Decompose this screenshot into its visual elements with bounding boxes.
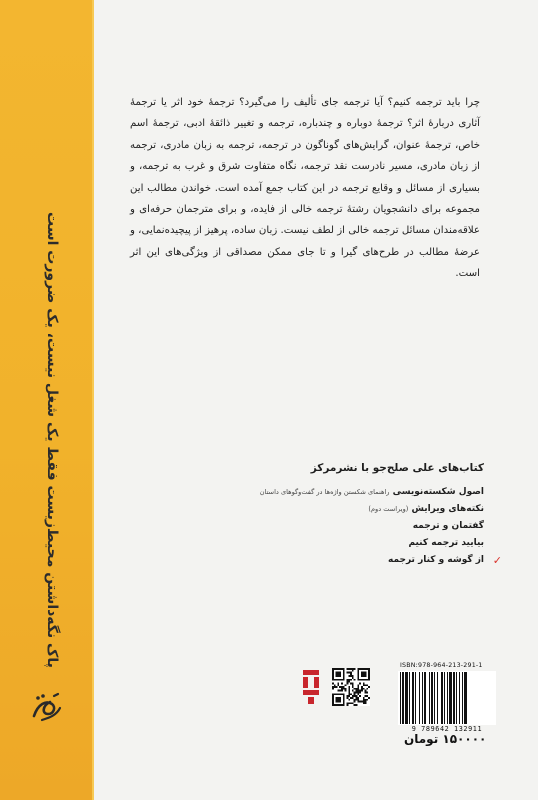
book-list-item [290, 552, 502, 569]
author-books-section [259, 462, 502, 569]
publisher-calligraphy-logo-icon [28, 690, 64, 724]
book-subtitle: راهنمای شکستن واژه‌ها در گفت‌وگوهای داستان [259, 488, 390, 496]
isbn-label: ISBN:978-964-213-291-1 [400, 662, 483, 669]
book-list-item [290, 535, 490, 552]
spine-strip [0, 0, 94, 800]
isbn-barcode-block [398, 662, 498, 740]
spine-slogan: پاک نگه‌داشتن محیط‌زیست فقط یک شغل نیست، یک ضرورت است [44, 212, 60, 668]
qr-code-icon [332, 668, 370, 706]
checkmark-icon: ✓ [492, 554, 502, 567]
book-title: از گوشه و کنار ترجمه [387, 555, 484, 565]
book-list-item [290, 501, 490, 518]
book-title: نکته‌های ویرایش [411, 504, 484, 514]
description-paragraph: چرا باید ترجمه کنیم؟ آیا ترجمه جای تألیف را می‌گیرد؟ ترجمهٔ خود اثر یا ترجمهٔ آثاری دربارهٔ اثر؟ ترجمهٔ دوباره و چندباره، ترجمه و تغییر ذائقهٔ ادبی، ترجمهٔ اسم خاص، ترجمهٔ عنوان، گرایش‌های گوناگون در ترجمه، ترجمه به زبان مادری، ترجمه از زبان مادری، مسیر نادرست نقد ترجمه، نگاه متفاوت شرق و غرب به ترجمه، و بسیاری از مسائل و وقایع ترجمه در این کتاب جمع آمده است. خواندن مطالب این مجموعه برای دانشجویان رشتهٔ ترجمه خالی از فایده، و برای مترجمان حرفه‌ای و علاقه‌مندان مسائل ترجمه خالی از لطف نیست. زبان ساده، پرهیز از پیچیده‌نمایی، و عرضهٔ مطالب در طرح‌های گیرا و تا جای ممکن مصداقی از ویژگی‌های این اثر است. [130, 97, 480, 280]
book-title: گفتمان و ترجمه [412, 521, 484, 531]
back-cover-description [130, 92, 480, 285]
book-title: اصول شکسته‌نویسی [392, 487, 484, 497]
price-label: ۱۵۰۰۰۰ تومان [404, 732, 487, 746]
publisher-mark-icon [300, 668, 322, 706]
barcode-icon [398, 671, 496, 725]
author-books-title: کتاب‌های علی صلح‌جو با نشرمرکز [310, 462, 484, 474]
author-books-list [259, 484, 502, 569]
book-list-item [259, 484, 490, 501]
barcode-number: 9 789642 132911 [411, 725, 483, 733]
book-title: بیایید ترجمه کنیم [408, 538, 484, 548]
book-subtitle: (ویراست دوم) [368, 505, 409, 513]
book-list-item [290, 518, 490, 535]
